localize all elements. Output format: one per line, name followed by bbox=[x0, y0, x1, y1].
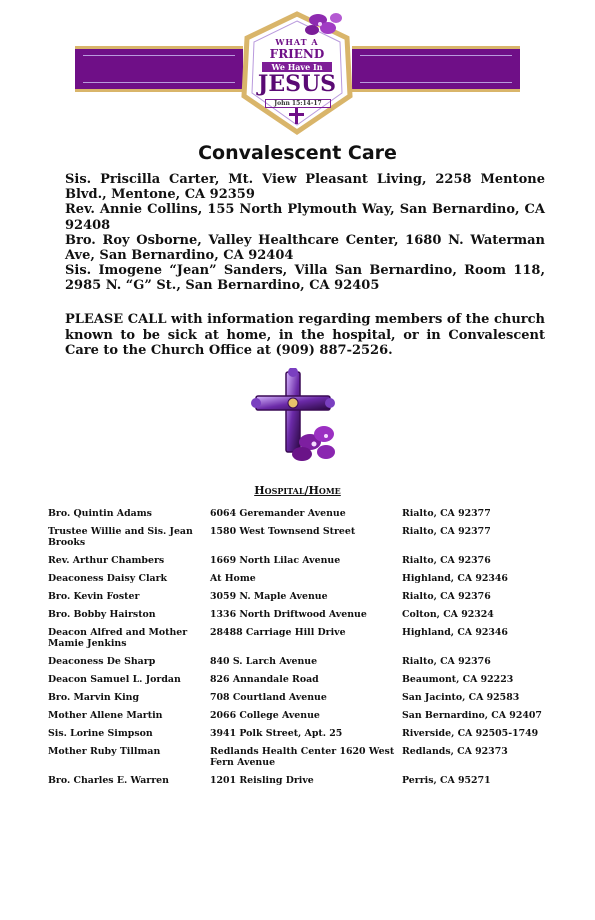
friend-badge bbox=[232, 8, 362, 138]
member-address: 826 Annandale Road bbox=[210, 674, 319, 685]
member-address: 1669 North Lilac Avenue bbox=[210, 555, 341, 566]
member-name: Deacon Samuel L. Jordan bbox=[48, 674, 181, 685]
member-name: Bro. Kevin Foster bbox=[48, 591, 140, 602]
member-name: Rev. Arthur Chambers bbox=[48, 555, 165, 566]
member-address: 1580 West Townsend Street bbox=[210, 526, 356, 537]
table-row bbox=[48, 573, 568, 591]
left-ribbon bbox=[75, 46, 243, 92]
table-row bbox=[48, 775, 568, 793]
member-address: 840 S. Larch Avenue bbox=[210, 656, 318, 667]
member-city: Redlands, CA 92373 bbox=[402, 746, 508, 757]
member-city: Rialto, CA 92377 bbox=[402, 508, 491, 519]
member-city: San Bernardino, CA 92407 bbox=[402, 710, 542, 721]
member-address: 1201 Reisling Drive bbox=[210, 775, 314, 786]
member-name: Deaconess Daisy Clark bbox=[48, 573, 168, 584]
member-name: Bro. Marvin King bbox=[48, 692, 140, 703]
member-city: Highland, CA 92346 bbox=[402, 573, 508, 584]
table-row bbox=[48, 728, 568, 746]
member-city: Rialto, CA 92376 bbox=[402, 591, 491, 602]
member-name: Bro. Bobby Hairston bbox=[48, 609, 156, 620]
member-city: Beaumont, CA 92223 bbox=[402, 674, 514, 685]
hospital-title: Hospital/Home bbox=[254, 484, 341, 497]
table-row bbox=[48, 674, 568, 692]
member-address: 3059 N. Maple Avenue bbox=[210, 591, 328, 602]
member-address: 1336 North Driftwood Avenue bbox=[210, 609, 367, 620]
member-name: Mother Allene Martin bbox=[48, 710, 163, 721]
member-name: Trustee Willie and Sis. Jean Brooks bbox=[48, 526, 193, 548]
table-row bbox=[48, 656, 568, 674]
member-address: 28488 Carriage Hill Drive bbox=[210, 627, 346, 638]
member-city: Riverside, CA 92505-1749 bbox=[402, 728, 539, 739]
table-row bbox=[48, 591, 568, 609]
member-city: Rialto, CA 92376 bbox=[402, 555, 491, 566]
table-row bbox=[48, 746, 568, 775]
member-address: 3941 Polk Street, Apt. 25 bbox=[210, 728, 343, 739]
member-city: Rialto, CA 92377 bbox=[402, 526, 491, 537]
table-row bbox=[48, 710, 568, 728]
badge-jesus: JESUS bbox=[257, 71, 337, 97]
header-banner bbox=[0, 0, 595, 135]
convalescent-entry: Bro. Roy Osborne, Valley Healthcare Center, 1680 N. Waterman Ave, San Bernardino, CA 92404 bbox=[65, 232, 545, 264]
member-address: At Home bbox=[210, 573, 256, 584]
right-ribbon bbox=[352, 46, 520, 92]
member-address: Redlands Health Center 1620 West Fern Avenue bbox=[210, 746, 395, 768]
convalescent-entry: Rev. Annie Collins, 155 North Plymouth Way, San Bernardino, CA 92408 bbox=[65, 202, 545, 233]
member-name: Mother Ruby Tillman bbox=[48, 746, 161, 757]
table-row bbox=[48, 609, 568, 627]
table-row bbox=[48, 555, 568, 573]
badge-friend: FRIEND bbox=[269, 47, 325, 61]
convalescent-list bbox=[65, 172, 545, 294]
member-address: 6064 Geremander Avenue bbox=[210, 508, 346, 519]
convalescent-entry: Sis. Priscilla Carter, Mt. View Pleasant Living, 2258 Mentone Blvd., Mentone, CA 92359 bbox=[65, 172, 545, 203]
member-city: Perris, CA 95271 bbox=[402, 775, 491, 786]
hospital-table bbox=[48, 508, 568, 793]
convalescent-entry: Sis. Imogene “Jean” Sanders, Villa San Bernardino, Room 118, 2985 N. “G” St., San Bernardino, CA 92405 bbox=[65, 263, 545, 294]
badge-reference: John 15:14-17 bbox=[265, 99, 331, 108]
member-city: Highland, CA 92346 bbox=[402, 627, 508, 638]
member-address: 2066 College Avenue bbox=[210, 710, 320, 721]
table-row bbox=[48, 692, 568, 710]
member-name: Sis. Lorine Simpson bbox=[48, 728, 153, 739]
member-address: 708 Courtland Avenue bbox=[210, 692, 327, 703]
convalescent-title: Convalescent Care bbox=[198, 142, 397, 164]
ornate-cross-icon bbox=[244, 368, 344, 468]
member-name: Deaconess De Sharp bbox=[48, 656, 156, 667]
member-name: Bro. Quintin Adams bbox=[48, 508, 152, 519]
member-city: San Jacinto, CA 92583 bbox=[402, 692, 520, 703]
table-row bbox=[48, 627, 568, 656]
badge-what-a: WHAT A bbox=[275, 37, 319, 47]
table-row bbox=[48, 508, 568, 526]
call-notice: PLEASE CALL with information regarding members of the church known to be sick at home, in the hospital, or in Convalescent Care to the Church Office at (909) 887-2526. bbox=[65, 312, 545, 358]
member-name: Deacon Alfred and Mother Mamie Jenkins bbox=[48, 627, 188, 649]
member-city: Rialto, CA 92376 bbox=[402, 656, 491, 667]
badge-we-have-in: We Have In bbox=[262, 62, 332, 72]
table-row bbox=[48, 526, 568, 555]
member-name: Bro. Charles E. Warren bbox=[48, 775, 169, 786]
member-city: Colton, CA 92324 bbox=[402, 609, 494, 620]
